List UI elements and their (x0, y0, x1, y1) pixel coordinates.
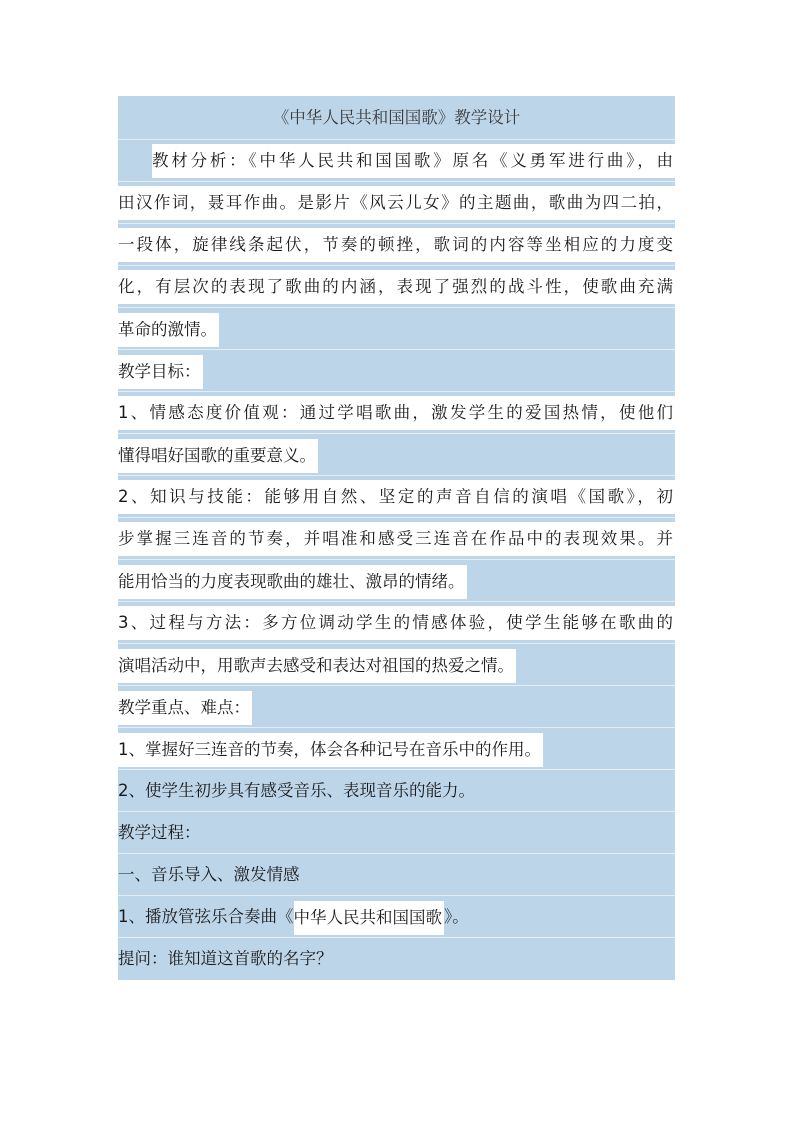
analysis-line-5: 革命的激情。 (118, 308, 675, 350)
step1-item: 1、播放管弦乐合奏曲《中华人民共和国国歌 》。 (118, 896, 675, 938)
song-title-highlight: 中华人民共和国国歌 (294, 901, 445, 935)
analysis-line-3: 一段体，旋律线条起伏，节奏的顿挫，歌词的内容等坐相应的力度变 (118, 224, 675, 266)
goal1-line-1: 1、情感态度价值观：通过学唱歌曲，激发学生的爱国热情，使他们 (118, 392, 675, 434)
key-item-1: 1、掌握好三连音的节奏，体会各种记号在音乐中的作用。 (118, 728, 675, 770)
document-body (118, 96, 675, 980)
key-heading: 教学重点、难点： (118, 686, 675, 728)
goal3-line-1: 3、过程与方法：多方位调动学生的情感体验，使学生能够在歌曲的 (118, 602, 675, 644)
analysis-line-4: 化，有层次的表现了歌曲的内涵，表现了强烈的战斗性，使歌曲充满 (118, 266, 675, 308)
goal2-line-1: 2、知识与技能：能够用自然、坚定的声音自信的演唱《国歌》，初 (118, 476, 675, 518)
goal3-line-2: 演唱活动中，用歌声去感受和表达对祖国的热爱之情。 (118, 644, 675, 686)
goals-heading: 教学目标： (118, 350, 675, 392)
question-line: 提问：谁知道这首歌的名字？ (118, 949, 333, 968)
document-title: 《中华人民共和国国歌》教学设计 (118, 96, 675, 140)
process-heading: 教学过程： (118, 812, 675, 854)
step1-heading: 一、音乐导入、激发情感 (118, 854, 675, 896)
key-item-2: 2、使学生初步具有感受音乐、表现音乐的能力。 (118, 770, 675, 812)
analysis-line-1: 教材分析：《中华人民共和国国歌》原名《义勇军进行曲》，由 (118, 140, 675, 182)
goal2-line-2: 步掌握三连音的节奏，并唱准和感受三连音在作品中的表现效果。并 (118, 518, 675, 560)
analysis-line-2: 田汉作词，聂耳作曲。是影片《风云儿女》的主题曲，歌曲为四二拍， (118, 182, 675, 224)
goal2-line-3: 能用恰当的力度表现歌曲的雄壮、激昂的情绪。 (118, 560, 675, 602)
goal1-line-2: 懂得唱好国歌的重要意义。 (118, 434, 675, 476)
